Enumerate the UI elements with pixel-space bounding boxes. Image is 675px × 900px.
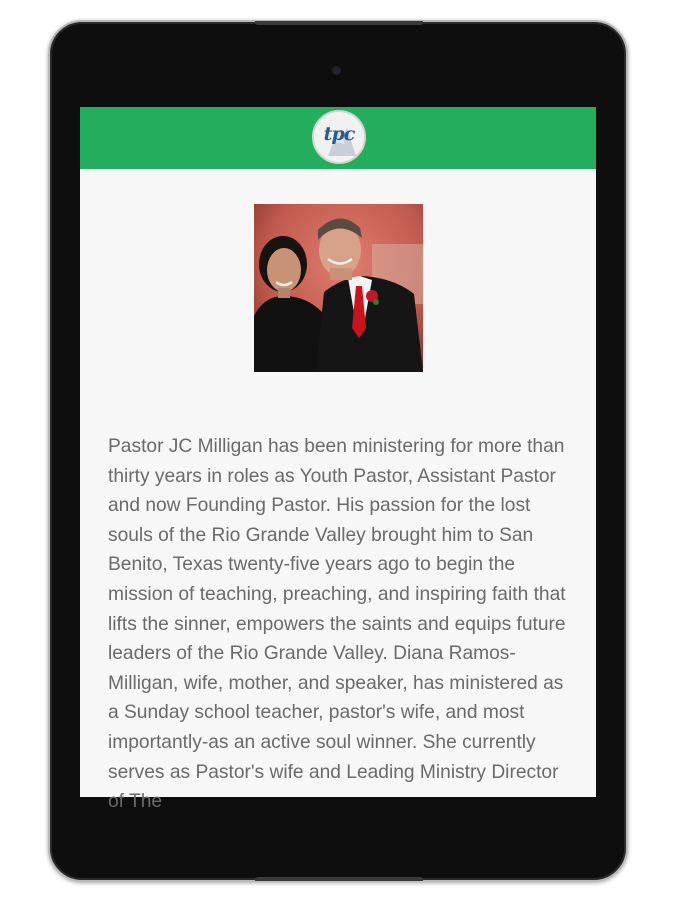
pastor-photo: [254, 204, 423, 372]
pastor-bio-text: Pastor JC Milligan has been ministering for more than thirty years in roles as Youth Pastor, Assistant Pastor and now Founding Pastor. His passion for the lost souls of the Rio Grande Valley brought him to San Benito, Texas twenty-five years ago to begin the mission of teaching, preaching, and inspiring faith that lifts the sinner, empowers the saints and equips future leaders of the Rio Grande Valley. Diana Ramos-Milligan, wife, mother, and speaker, has ministered as a Sunday school teacher, pastor's wife, and most importantly-as an active soul winner. She currently serves as Pastor's wife and Leading Ministry Director of The: [108, 436, 566, 813]
app-header: [80, 107, 596, 169]
logo-text: tpc: [323, 123, 355, 145]
tpc-logo-icon[interactable]: [312, 110, 366, 164]
device-bottom-edge: [255, 877, 423, 881]
device-top-edge: [255, 21, 423, 25]
pastor-couple-image: [254, 204, 423, 372]
app-screen: [80, 107, 596, 813]
front-camera-icon: [333, 67, 340, 74]
